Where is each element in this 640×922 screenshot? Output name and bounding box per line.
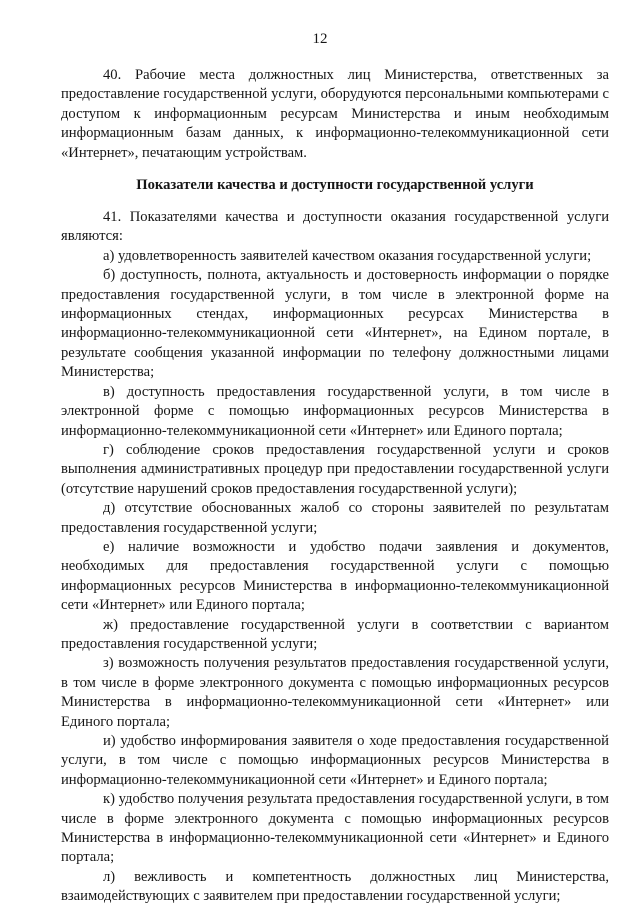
section-heading: Показатели качества и доступности государственной услуги <box>136 177 534 194</box>
list-item-l: л) вежливость и компетентность должностных лиц Министерства, взаимодействующих с заявителем при предоставлении государственной услуги; <box>61 868 609 905</box>
paragraph-41: 41. Показателями качества и доступности оказания государственной услуги являются: <box>61 209 609 245</box>
list-item-b: б) доступность, полнота, актуальность и достоверность информации о порядке предоставления государственной услуги, в том числе в электронной форме на информационных стендах, информационных ресурсах Министерства в информационно-телекоммуникационной сети «Интернет», на Едином портале, в результате сообщения указанной информации по телефону должностными лицами Министерства; <box>61 267 609 381</box>
page-number: 12 <box>312 31 328 47</box>
list-item-k: к) удобство получения результата предоставления государственной услуги, в том числе в форме электронного документа с помощью информационных ресурсов Министерства в информационно-телекоммуникационной сети «Интернет» и Единого портала; <box>61 791 609 866</box>
list-item-zh: ж) предоставление государственной услуги в соответствии с вариантом предоставления государственной услуги; <box>61 616 609 652</box>
list-item-z: з) возможность получения результатов предоставления государственной услуги, в том числе в форме электронного документа с помощью информационных ресурсов Министерства в информационно-телекоммуникационной сети «Интернет» или Единого портала; <box>61 655 609 730</box>
list-item-e: е) наличие возможности и удобство подачи заявления и документов, необходимых для предоставления государственной услуги с помощью информационных ресурсов Министерства в информационно-телекоммуникационной сети «Интернет» или Единого портала; <box>61 538 609 614</box>
list-item-d: д) отсутствие обоснованных жалоб со стороны заявителей по результатам предоставления государственной услуги; <box>61 500 609 536</box>
paragraph-40: 40. Рабочие места должностных лиц Министерства, ответственных за предоставление государственной услуги, оборудуются персональными компьютерами с доступом к информационным ресурсам Министерства и иным необходимым информационным базам данных, к информационно-телекоммуникационной сети «Интернет», печатающим устройствам. <box>61 67 609 161</box>
list-item-i: и) удобство информирования заявителя о ходе предоставления государственной услуги, в том числе с помощью информационных ресурсов Министерства в информационно-телекоммуникационной сети «Интернет» и Единого портала; <box>61 733 609 788</box>
list-item-a: а) удовлетворенность заявителей качеством оказания государственной услуги; <box>103 247 592 264</box>
document-body <box>61 66 609 907</box>
list-item-v: в) доступность предоставления государственной услуги, в том числе в электронной форме с помощью информационных ресурсов Министерства в информационно-телекоммуникационной сети «Интернет» или Единого портала; <box>61 383 609 439</box>
list-item-g: г) соблюдение сроков предоставления государственной услуги и сроков выполнения административных процедур при предоставлении государственной услуги (отсутствие нарушений сроков предоставления государственной услуги); <box>61 441 609 497</box>
